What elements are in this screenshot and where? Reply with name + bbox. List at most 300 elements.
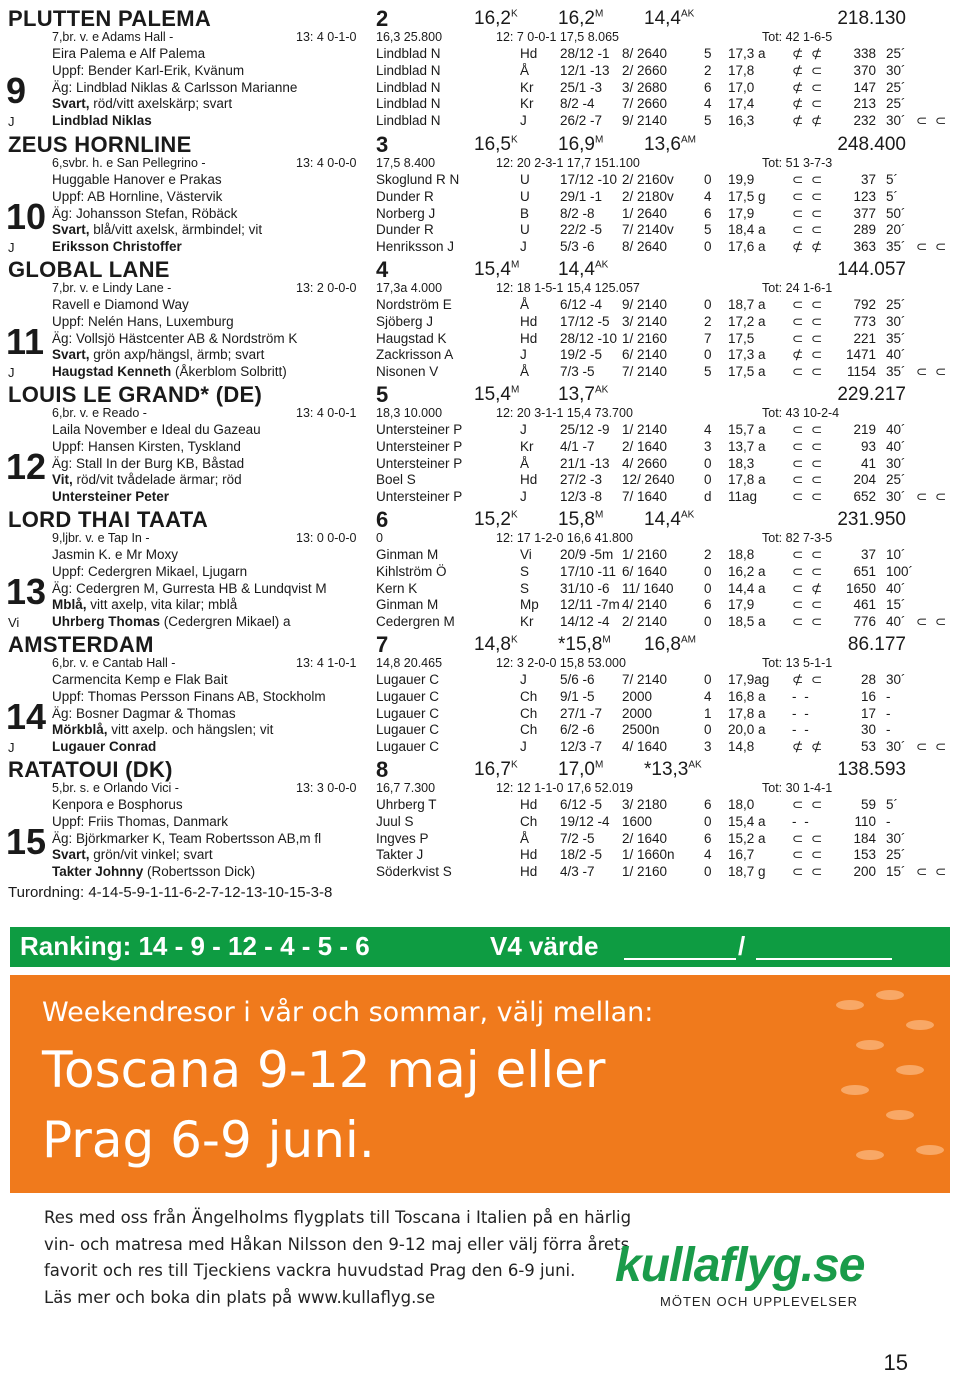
race-dt: 4/1 -7 bbox=[560, 438, 595, 454]
race-sh: ⊂ ⊂ bbox=[792, 438, 825, 454]
race-dt: 5/6 -6 bbox=[560, 672, 595, 687]
horse-info bbox=[0, 531, 960, 547]
race-pl: 1 bbox=[704, 705, 712, 721]
race-ds: 12/ 2640 bbox=[622, 472, 675, 488]
post-position: 14 bbox=[6, 696, 47, 737]
race-sh: ⊄ ⊄ bbox=[792, 113, 825, 129]
race-d: Nordström E bbox=[376, 297, 452, 312]
race-tm: 17,9ag bbox=[728, 672, 770, 687]
race-ds: 1/ 2160 bbox=[622, 330, 668, 346]
race-tr: Hd bbox=[520, 797, 538, 812]
race-tm: 19,9 bbox=[728, 172, 755, 187]
start-number: 8 bbox=[376, 757, 389, 782]
race-pl: 0 bbox=[704, 239, 712, 255]
race-dt: 28/12 -10 bbox=[560, 330, 618, 346]
race-line bbox=[0, 706, 960, 723]
race-line bbox=[0, 113, 960, 130]
race-pl: 0 bbox=[704, 472, 712, 488]
race-tm: 15,7 a bbox=[728, 422, 766, 437]
race-ds: 1600 bbox=[622, 813, 653, 829]
race-cc: ⊂ ⊂ bbox=[916, 113, 949, 129]
race-tr: Mp bbox=[520, 597, 539, 613]
race-od: 773 bbox=[853, 313, 876, 329]
race-tr: Kr bbox=[520, 614, 534, 630]
race-d: Lugauer C bbox=[376, 688, 440, 704]
horse-name: GLOBAL LANE bbox=[8, 257, 170, 282]
race-tm: 18,3 bbox=[728, 455, 755, 471]
horse-header bbox=[0, 255, 960, 281]
race-d: Kern K bbox=[376, 580, 418, 596]
race-pr: 35´ bbox=[886, 239, 906, 255]
race-dt: 17/10 -11 bbox=[560, 563, 617, 579]
horse-detail: Kenpora e Bosphorus bbox=[52, 797, 183, 812]
race-pl: 0 bbox=[704, 864, 712, 880]
race-od: 1154 bbox=[846, 364, 876, 380]
start-number: 5 bbox=[376, 382, 389, 407]
horse-detail: Äg: Björkmarker K, Team Robertsson AB,m fl bbox=[52, 830, 322, 846]
race-dt: 7/3 -5 bbox=[560, 364, 595, 380]
race-d: Lindblad N bbox=[376, 46, 441, 61]
fish-decoration-icon bbox=[810, 975, 950, 1193]
start-number: 2 bbox=[376, 6, 389, 31]
record-1: $15,2^K$ bbox=[474, 509, 518, 530]
race-ds: 1/ 2160 bbox=[622, 547, 668, 562]
info-field: 6,br. v. e Reado - bbox=[52, 406, 147, 420]
ad-intro: Weekendresor i vår och sommar, välj mellan: bbox=[42, 997, 654, 1028]
info-field: 12: 18 1-5-1 15,4 125.057 bbox=[496, 281, 640, 295]
race-od: 221 bbox=[853, 330, 876, 346]
race-pl: 6 bbox=[704, 205, 712, 221]
race-dt: 8/2 -8 bbox=[560, 205, 595, 221]
horse-name: PLUTTEN PALEMA bbox=[8, 6, 212, 31]
race-d: Untersteiner P bbox=[376, 422, 463, 437]
ad-body-link[interactable]: Läs mer och boka din plats på www.kullaflyg.se bbox=[44, 1287, 436, 1307]
race-ds: 4/ 2140 bbox=[622, 597, 668, 613]
race-ds: 1/ 2140 bbox=[622, 422, 668, 437]
horse-name: ZEUS HORNLINE bbox=[8, 132, 192, 157]
race-tm: 18,0 bbox=[728, 797, 755, 812]
race-d: Ingves P bbox=[376, 830, 429, 846]
horse-name: LOUIS LE GRAND* (DE) bbox=[8, 382, 263, 407]
race-od: 147 bbox=[853, 79, 876, 95]
race-sh: ⊂ ⊂ bbox=[792, 563, 825, 579]
race-dt: 20/9 -5m bbox=[560, 547, 614, 562]
info-field: 13: 4 0-0-1 bbox=[296, 406, 357, 420]
race-pr: 5´ bbox=[886, 797, 899, 812]
race-d: Dunder R bbox=[376, 222, 434, 238]
race-od: 1650 bbox=[845, 580, 876, 596]
horse-detail: Svart, blå/vitt axelsk, ärmbindel; vit bbox=[52, 222, 263, 238]
race-line bbox=[0, 206, 960, 223]
race-tm: 17,8 a bbox=[728, 472, 766, 488]
record-3: $13,6^{AM}$ bbox=[644, 134, 696, 155]
race-line bbox=[0, 597, 960, 614]
race-tr: Å bbox=[520, 364, 530, 380]
record-1: $15,4^M$ bbox=[474, 384, 520, 405]
race-od: 792 bbox=[853, 297, 876, 312]
race-pr: - bbox=[886, 722, 891, 738]
post-position: 13 bbox=[6, 571, 47, 612]
post-position: 10 bbox=[6, 196, 47, 237]
race-tr: Å bbox=[520, 297, 530, 312]
race-d: Norberg J bbox=[376, 205, 436, 221]
race-d: Uhrberg T bbox=[376, 797, 437, 812]
race-line bbox=[0, 189, 960, 206]
horse-name: RATATOUI (DK) bbox=[8, 757, 173, 782]
race-pl: 0 bbox=[704, 172, 712, 187]
race-dt: 28/12 -1 bbox=[560, 46, 610, 61]
v4-blank-1 bbox=[624, 958, 736, 960]
race-dt: 4/3 -7 bbox=[560, 864, 595, 880]
race-dt: 18/2 -5 bbox=[560, 847, 603, 863]
info-field: 13: 4 1-0-1 bbox=[296, 656, 357, 670]
race-line bbox=[0, 472, 960, 489]
race-pr: 25´ bbox=[886, 46, 906, 61]
race-tr: J bbox=[520, 489, 527, 505]
race-dt: 8/2 -4 bbox=[560, 96, 595, 112]
race-pr: 40´ bbox=[886, 438, 906, 454]
record-1: $16,5^K$ bbox=[474, 134, 518, 155]
horse-detail: Äg: Stall In der Burg KB, Båstad bbox=[52, 455, 245, 471]
race-tm: 18,5 a bbox=[728, 614, 766, 630]
race-pr: 30´ bbox=[886, 739, 906, 755]
race-od: 652 bbox=[853, 489, 876, 505]
race-line bbox=[0, 547, 960, 564]
race-pl: 0 bbox=[704, 672, 712, 687]
race-tm: 14,8 bbox=[728, 739, 755, 755]
info-field: Tot: 43 10-2-4 bbox=[762, 406, 840, 420]
race-ds: 7/ 2140v bbox=[622, 222, 674, 238]
ad-body-line: favorit och res till Tjeckiens vackra huvudstad Prag den 6-9 juni. bbox=[44, 1261, 576, 1280]
race-d: Untersteiner P bbox=[376, 438, 463, 454]
earnings-total: 248.400 bbox=[837, 134, 906, 155]
turordning: Turordning: 4-14-5-9-1-11-6-2-7-12-13-10-15-3-8 bbox=[8, 884, 333, 901]
race-tr: B bbox=[520, 205, 530, 221]
race-pl: 6 bbox=[704, 797, 712, 812]
race-pr: 40´ bbox=[886, 614, 906, 630]
earnings-total: 231.950 bbox=[837, 509, 906, 530]
info-field: 12: 7 0-0-1 17,5 8.065 bbox=[496, 30, 620, 44]
race-pr: 40´ bbox=[886, 580, 906, 596]
race-pl: 5 bbox=[704, 222, 712, 238]
race-tr: J bbox=[520, 347, 527, 363]
race-ds: 9/ 2140 bbox=[622, 113, 668, 129]
race-od: 377 bbox=[853, 205, 876, 221]
info-field: 13: 0 0-0-0 bbox=[296, 531, 357, 545]
race-tr: J bbox=[520, 672, 527, 687]
race-pl: 0 bbox=[704, 347, 712, 363]
race-ds: 2/ 2660 bbox=[622, 62, 668, 78]
v4-blank-2 bbox=[756, 958, 892, 960]
horse-detail: Svart, röd/vitt axelskärp; svart bbox=[52, 96, 233, 112]
earnings-total: 218.130 bbox=[837, 8, 906, 29]
horse-detail: Jasmin K. e Mr Moxy bbox=[52, 547, 179, 562]
ranking-text: Ranking: 14 - 9 - 12 - 4 - 5 - 6 bbox=[20, 931, 370, 961]
race-pl: 0 bbox=[704, 297, 712, 312]
race-pr: 30´ bbox=[886, 489, 906, 505]
horse-info bbox=[0, 156, 960, 172]
race-tr: U bbox=[520, 172, 530, 187]
race-sh: - - bbox=[792, 722, 811, 738]
race-dt: 6/12 -4 bbox=[560, 297, 603, 312]
race-sh: ⊂ ⊂ bbox=[792, 797, 825, 812]
race-pr: 25´ bbox=[886, 472, 906, 488]
race-cc: ⊂ ⊂ bbox=[916, 489, 949, 505]
info-field: 13: 4 0-0-0 bbox=[296, 156, 357, 170]
race-sh: ⊂ ⊂ bbox=[792, 472, 825, 488]
race-tr: Ch bbox=[520, 813, 538, 829]
horse-detail: Uppf: Cedergren Mikael, Ljugarn bbox=[52, 563, 248, 579]
race-tm: 16,3 bbox=[728, 113, 755, 129]
horse-header bbox=[0, 505, 960, 531]
info-field: 12: 17 1-2-0 16,6 41.800 bbox=[496, 531, 633, 545]
race-tr: Ch bbox=[520, 722, 538, 738]
race-tr: J bbox=[520, 739, 527, 755]
race-dt: 9/1 -5 bbox=[560, 688, 595, 704]
race-ds: 1/ 2640 bbox=[622, 205, 668, 221]
race-dt: 27/2 -3 bbox=[560, 472, 603, 488]
race-tr: J bbox=[520, 422, 527, 437]
race-tr: U bbox=[520, 222, 530, 238]
earnings-total: 229.217 bbox=[837, 384, 906, 405]
horse-header bbox=[0, 4, 960, 30]
race-od: 93 bbox=[860, 438, 876, 454]
race-line bbox=[0, 46, 960, 63]
race-pl: 5 bbox=[704, 364, 712, 380]
info-field: 7,br. v. e Adams Hall - bbox=[52, 30, 174, 44]
race-tr: S bbox=[520, 580, 530, 596]
race-tm: 20,0 a bbox=[728, 722, 766, 738]
race-sh: ⊂ ⊂ bbox=[792, 172, 825, 187]
info-field: Tot: 24 1-6-1 bbox=[762, 281, 833, 295]
race-d: Takter J bbox=[376, 847, 424, 863]
race-od: 16 bbox=[860, 688, 876, 704]
race-d: Untersteiner P bbox=[376, 455, 463, 471]
horse-detail: Uppf: Thomas Persson Finans AB, Stockholm bbox=[52, 688, 326, 704]
horse-detail: Uppf: Nelén Hans, Luxemburg bbox=[52, 313, 234, 329]
race-line bbox=[0, 456, 960, 473]
race-sh: - - bbox=[792, 705, 811, 721]
horse-detail: Untersteiner Peter bbox=[52, 489, 170, 505]
horse-detail: Ravell e Diamond Way bbox=[52, 297, 189, 312]
info-field: 12: 3 2-0-0 15,8 53.000 bbox=[496, 656, 626, 670]
horse-detail: Eira Palema e Alf Palema bbox=[52, 46, 206, 61]
race-sh: - - bbox=[792, 688, 811, 704]
race-pl: 5 bbox=[704, 46, 712, 61]
horse-detail: Uppf: Bender Karl-Erik, Kvänum bbox=[52, 62, 245, 78]
race-pr: 30´ bbox=[886, 113, 906, 129]
race-d: Lindblad N bbox=[376, 113, 441, 129]
race-pr: - bbox=[886, 688, 891, 704]
race-pr: 20´ bbox=[886, 222, 906, 238]
race-od: 30 bbox=[860, 722, 876, 738]
start-number: 7 bbox=[376, 632, 389, 657]
race-tm: 11ag bbox=[728, 489, 758, 505]
record-3: $14,4^{AK}$ bbox=[644, 509, 695, 530]
info-field: 13: 2 0-0-0 bbox=[296, 281, 357, 295]
race-dt: 12/11 -7m bbox=[560, 597, 620, 613]
race-line bbox=[0, 239, 960, 256]
race-dt: 22/2 -5 bbox=[560, 222, 603, 238]
race-pr: 15´ bbox=[886, 597, 906, 613]
race-line bbox=[0, 297, 960, 314]
race-line bbox=[0, 864, 960, 881]
race-tm: 17,6 a bbox=[728, 239, 766, 255]
race-tr: J bbox=[520, 239, 527, 255]
race-line bbox=[0, 739, 960, 756]
race-pl: 4 bbox=[704, 847, 712, 863]
race-pr: 30´ bbox=[886, 313, 906, 329]
race-pl: 3 bbox=[704, 739, 712, 755]
race-od: 200 bbox=[853, 864, 876, 880]
horse-detail: Carmencita Kemp e Flak Bait bbox=[52, 672, 228, 687]
race-sh: ⊄ ⊄ bbox=[792, 239, 825, 255]
info-field: 6,svbr. h. e San Pellegrino - bbox=[52, 156, 206, 170]
race-tr: Ch bbox=[520, 688, 538, 704]
race-cc: ⊂ ⊂ bbox=[916, 864, 949, 880]
horse-detail: Vit, röd/vit tvådelade ärmar; röd bbox=[52, 472, 242, 488]
race-line bbox=[0, 564, 960, 581]
race-tm: 13,7 a bbox=[728, 438, 766, 454]
race-line bbox=[0, 172, 960, 189]
race-od: 17 bbox=[860, 705, 876, 721]
race-tm: 17,3 a bbox=[728, 347, 766, 363]
horse-detail: Laila November e Ideal du Gazeau bbox=[52, 422, 261, 437]
race-d: Lindblad N bbox=[376, 96, 441, 112]
race-pr: 5´ bbox=[886, 188, 899, 204]
horse-detail: Uppf: Hansen Kirsten, Tyskland bbox=[52, 438, 241, 454]
horse-detail: Huggable Hanover e Prakas bbox=[52, 172, 222, 187]
race-tr: Kr bbox=[520, 96, 534, 112]
race-tr: J bbox=[520, 113, 527, 129]
race-line bbox=[0, 63, 960, 80]
race-d: Juul S bbox=[376, 813, 414, 829]
race-pl: 2 bbox=[704, 547, 712, 562]
post-position: 12 bbox=[6, 446, 47, 487]
race-pr: 100´ bbox=[886, 563, 914, 579]
start-number: 3 bbox=[376, 132, 389, 157]
ad-banner[interactable] bbox=[10, 975, 950, 1193]
kullaflyg-logo[interactable]: kullaflyg.se bbox=[615, 1239, 865, 1292]
record-1: $15,4^M$ bbox=[474, 259, 520, 280]
race-sh: ⊂ ⊂ bbox=[792, 422, 825, 437]
race-pr: 30´ bbox=[886, 830, 906, 846]
race-d: Lugauer C bbox=[376, 705, 440, 721]
race-od: 153 bbox=[853, 847, 876, 863]
race-od: 289 bbox=[853, 222, 876, 238]
info-field: 18,3 10.000 bbox=[376, 406, 443, 420]
race-sh: ⊄ ⊄ bbox=[792, 739, 825, 755]
race-od: 213 bbox=[853, 96, 876, 112]
race-dt: 31/10 -6 bbox=[560, 580, 610, 596]
record-2: $*15,8^M$ bbox=[558, 634, 611, 655]
race-pl: 7 bbox=[704, 330, 712, 346]
race-tm: 16,8 a bbox=[728, 688, 766, 704]
race-pl: 0 bbox=[704, 563, 712, 579]
horse-detail: Äg: Vollsjö Hästcenter AB & Nordström K bbox=[52, 330, 298, 346]
race-pl: 0 bbox=[704, 813, 712, 829]
race-pl: 4 bbox=[704, 96, 712, 112]
horse-name: AMSTERDAM bbox=[8, 632, 154, 657]
record-2: $13,7^{AK}$ bbox=[558, 384, 609, 405]
race-pl: 5 bbox=[704, 113, 712, 129]
record-3: $16,8^{AM}$ bbox=[644, 634, 696, 655]
race-d: Kihlström Ö bbox=[376, 563, 447, 579]
race-line bbox=[0, 347, 960, 364]
race-ds: 1/ 1660n bbox=[622, 847, 675, 863]
race-od: 370 bbox=[853, 62, 876, 78]
horse-detail: Äg: Cedergren M, Gurresta HB & Lundqvist M bbox=[52, 580, 327, 596]
ad-body-line: Res med oss från Ängelholms flygplats till Toscana i Italien på en härlig bbox=[44, 1208, 632, 1227]
race-ds: 2/ 2160v bbox=[622, 172, 674, 187]
race-cc: ⊂ ⊂ bbox=[916, 739, 949, 755]
race-dt: 19/2 -5 bbox=[560, 347, 603, 363]
race-dt: 12/3 -7 bbox=[560, 739, 603, 755]
race-pr: 30´ bbox=[886, 455, 906, 471]
race-d: Lindblad N bbox=[376, 79, 441, 95]
race-sh: ⊂ ⊂ bbox=[792, 364, 825, 380]
info-field: 12: 12 1-1-0 17,6 52.019 bbox=[496, 781, 633, 795]
race-tm: 17,9 bbox=[728, 597, 755, 613]
race-line bbox=[0, 797, 960, 814]
race-ds: 7/ 2140 bbox=[622, 364, 668, 380]
race-tm: 17,5 bbox=[728, 330, 755, 346]
info-field: Tot: 30 1-4-1 bbox=[762, 781, 833, 795]
race-line bbox=[0, 222, 960, 239]
horse-detail: Äg: Johansson Stefan, Röbäck bbox=[52, 205, 238, 221]
race-pr: 40´ bbox=[886, 347, 906, 363]
earnings-total: 86.177 bbox=[847, 634, 906, 655]
horse-detail: Svart, grön axp/hängsl, ärmb; svart bbox=[52, 347, 265, 363]
race-d: Nisonen V bbox=[376, 364, 439, 380]
driver-class: J bbox=[8, 240, 15, 255]
race-ds: 4/ 2660 bbox=[622, 455, 668, 471]
race-dt: 25/12 -9 bbox=[560, 422, 610, 437]
ad-headline-2: Prag 6-9 juni. bbox=[42, 1111, 375, 1169]
race-tm: 17,9 bbox=[728, 205, 755, 221]
race-tm: 14,4 a bbox=[728, 580, 766, 596]
race-ds: 2000 bbox=[622, 705, 653, 721]
horse-detail: Haugstad Kenneth (Åkerblom Solbritt) bbox=[52, 364, 287, 380]
race-cc: ⊂ ⊂ bbox=[916, 239, 949, 255]
race-od: 461 bbox=[853, 597, 876, 613]
race-pr: - bbox=[886, 705, 891, 721]
race-sh: ⊂ ⊄ bbox=[792, 580, 825, 596]
race-ds: 8/ 2640 bbox=[622, 239, 668, 255]
race-tr: Hd bbox=[520, 472, 538, 488]
race-od: 776 bbox=[853, 614, 876, 630]
record-3: $14,4^{AK}$ bbox=[644, 8, 695, 29]
race-dt: 12/1 -13 bbox=[560, 62, 610, 78]
race-od: 219 bbox=[853, 422, 876, 437]
race-od: 53 bbox=[860, 739, 876, 755]
race-od: 204 bbox=[853, 472, 876, 488]
info-field: 0 bbox=[376, 531, 383, 545]
race-ds: 2/ 1640 bbox=[622, 830, 668, 846]
race-d: Boel S bbox=[376, 472, 416, 488]
race-pl: 4 bbox=[704, 188, 712, 204]
race-dt: 6/2 -6 bbox=[560, 722, 595, 738]
race-tm: 18,7 a bbox=[728, 297, 766, 312]
race-od: 28 bbox=[860, 672, 876, 687]
horse-detail: Uhrberg Thomas (Cedergren Mikael) a bbox=[52, 614, 291, 630]
race-tr: Vi bbox=[520, 547, 532, 562]
race-dt: 29/1 -1 bbox=[560, 188, 603, 204]
ad-body-line: vin- och matresa med Håkan Nilsson den 9-12 maj eller välj förra årets bbox=[44, 1234, 630, 1254]
info-field: 6,br. v. e Cantab Hall - bbox=[52, 656, 176, 670]
race-pr: - bbox=[886, 813, 891, 829]
horse-header bbox=[0, 380, 960, 406]
